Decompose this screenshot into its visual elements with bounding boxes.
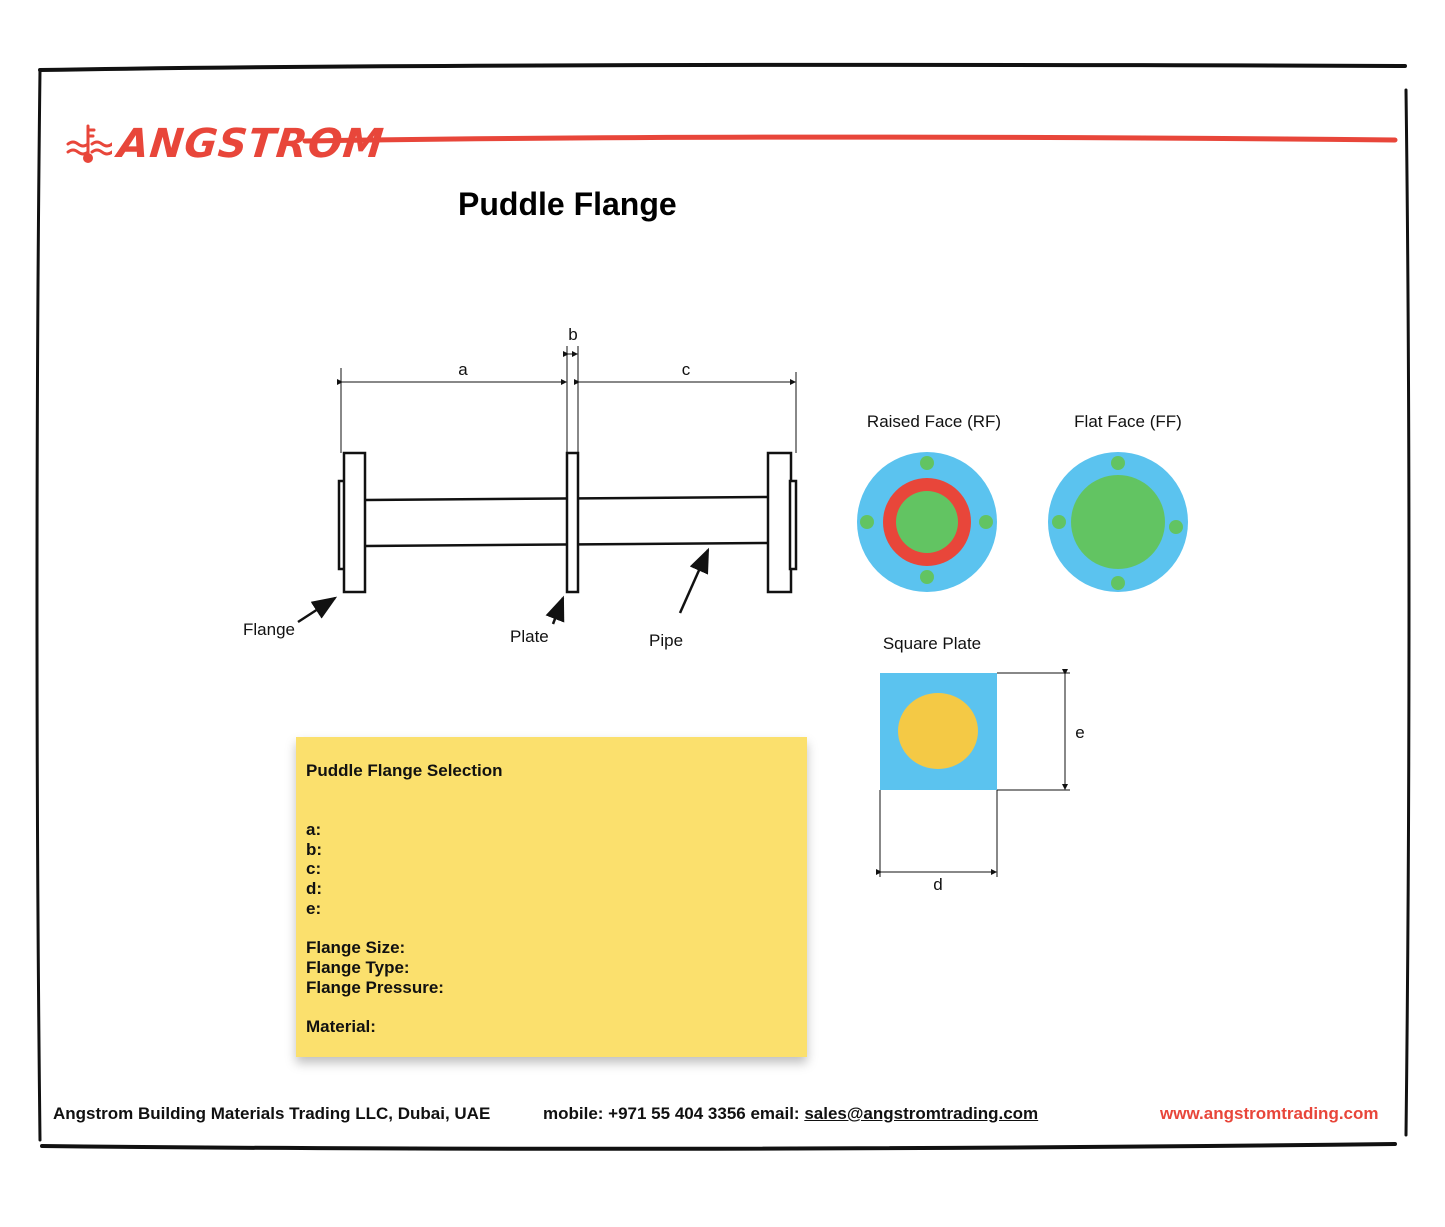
label-plate: Plate [510,627,549,646]
footer-contact [543,1104,1038,1124]
field-c: c: [306,859,322,879]
bolt-hole [1169,520,1183,534]
selection-fields [306,820,444,1037]
field-d: d: [306,879,323,899]
field-a: a: [306,820,322,839]
raised-face-flange [857,452,997,592]
selection-card [296,737,807,1057]
dim-label-e: e [1075,723,1085,742]
bolt-hole [979,515,993,529]
bolt-hole [1111,576,1125,590]
field-flange-size: Flange Size: [306,938,406,958]
bolt-hole [1052,515,1066,529]
selection-card-title: Puddle Flange Selection [306,761,503,780]
label-square-plate: Square Plate [882,634,982,653]
brand-name: ANGSTROM [115,121,387,167]
dim-label-c: c [681,360,691,379]
footer-website-link[interactable]: www.angstromtrading.com [1160,1104,1379,1123]
footer-email-link[interactable]: sales@angstromtrading.com [804,1104,1039,1123]
flat-face-flange [1048,452,1188,592]
bolt-hole [920,570,934,584]
bolt-hole [920,456,934,470]
field-b: b: [306,839,323,859]
square-plate [880,673,997,790]
page-title: Puddle Flange [458,186,677,222]
footer-contact-prefix: mobile: +971 55 404 3356 email: [543,1104,805,1123]
dim-label-b: b [568,325,578,344]
label-flange: Flange [243,620,295,639]
label-pipe: Pipe [649,631,684,650]
dimension-lines [341,346,796,453]
field-material: Material: [306,1017,376,1036]
footer-company: Angstrom Building Materials Trading LLC, Dubai, UAE [53,1104,491,1123]
dim-label-d: d [933,875,943,894]
plate-shape [567,453,578,592]
field-e: e: [306,898,322,918]
dim-label-a: a [458,360,468,379]
bolt-hole [1111,456,1125,470]
right-flange-shape [768,453,796,592]
field-flange-pressure: Flange Pressure: [306,977,444,997]
label-raised-face: Raised Face (RF) [866,412,1002,431]
left-flange-shape [339,453,365,592]
field-flange-type: Flange Type: [306,957,410,977]
bolt-hole [860,515,874,529]
label-flat-face: Flat Face (FF) [1074,412,1182,431]
